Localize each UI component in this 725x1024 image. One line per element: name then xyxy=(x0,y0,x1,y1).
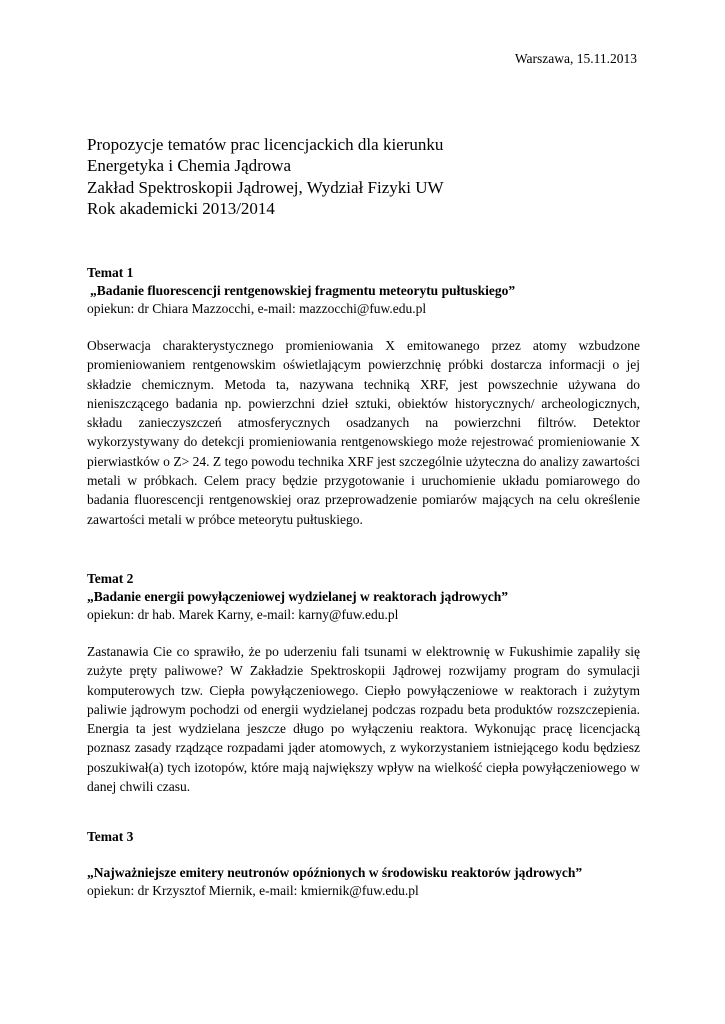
document-heading xyxy=(87,134,647,219)
heading-line-4: Rok akademicki 2013/2014 xyxy=(87,198,275,218)
topic-description: Obserwacja charakterystycznego promieniowania X emitowanego przez atomy wzbudzone promieniowaniem rentgenowskim oświetlającym powierzchnię próbki dostarcza informacji o jej składzie chemicznym. Metoda ta, nazywana techniką XRF, jest powszechnie używana do nieniszczącego badania np. powierzchni dzieł sztuki, obiektów historycznych/ archeologicznych, składu zanieczyszczeń atmosferycznych osadzanych na powierzchni filtrów. Detektor wykorzystywany do detekcji promieniowania rentgenowskiego może rejestrować promieniowanie X pierwiastków o Z> 24. Z tego powodu technika XRF jest szczególnie użyteczna do analizy zawartości metali w próbkach. Celem pracy będzie przygotowanie i uruchomienie układu pomiarowego do badania fluorescencji rentgenowskiej oraz przeprowadzenie pomiarów mających na celu określenie zawartości metali w próbce meteorytu pułtuskiego. xyxy=(87,338,640,527)
topic-1 xyxy=(87,264,640,529)
heading-line-3: Zakład Spektroskopii Jądrowej, Wydział Fizyki UW xyxy=(87,177,444,197)
topic-label: Temat 2 xyxy=(87,571,134,586)
date-line: Warszawa, 15.11.2013 xyxy=(514,51,637,66)
topic-3 xyxy=(87,828,640,900)
heading-line-2: Energetyka i Chemia Jądrowa xyxy=(87,156,292,176)
heading-line-1: Propozycje tematów prac licencjackich dla kierunku xyxy=(87,135,444,154)
topic-2 xyxy=(87,570,640,796)
topic-title: „Najważniejsze emitery neutronów opóźnionych w środowisku reaktorów jądrowych” xyxy=(87,865,583,880)
topic-label: Temat 3 xyxy=(87,829,134,844)
topic-title: „Badanie fluorescencji rentgenowskiej fragmentu meteorytu pułtuskiego” xyxy=(90,283,516,298)
topic-title: „Badanie energii powyłączeniowej wydzielanej w reaktorach jądrowych” xyxy=(87,589,508,604)
topic-supervisor: opiekun: dr Chiara Mazzocchi, e-mail: mazzocchi@fuw.edu.pl xyxy=(87,301,427,316)
topic-description: Zastanawia Cie co sprawiło, że po uderzeniu fali tsunami w elektrownię w Fukushimie zapaliły się zużyte pręty paliwowe? W Zakładzie Spektroskopii Jądrowej rozwijamy program do symulacji komputerowych tzw. Ciepła powyłączeniowego. Ciepło powyłączeniowe w reaktorach i zużytym paliwie jądrowym pochodzi od energii wydzielanej podczas rozpadu beta produktów rozszczepienia. Energia ta jest wydzielana jeszcze długo po wyłączeniu reaktora. Wykonując pracę licencjacką poznasz zasady rządzące rozpadami jąder atomowych, z wykorzystaniem istniejącego kodu będziesz poszukiwał(a) tych izotopów, które mają największy wpływ na wielkość ciepła powyłączeniowego w danej chwili czasu. xyxy=(87,644,640,795)
topic-label: Temat 1 xyxy=(87,265,134,280)
topic-supervisor: opiekun: dr hab. Marek Karny, e-mail: karny@fuw.edu.pl xyxy=(87,607,399,622)
topic-supervisor: opiekun: dr Krzysztof Miernik, e-mail: kmiernik@fuw.edu.pl xyxy=(87,883,419,898)
